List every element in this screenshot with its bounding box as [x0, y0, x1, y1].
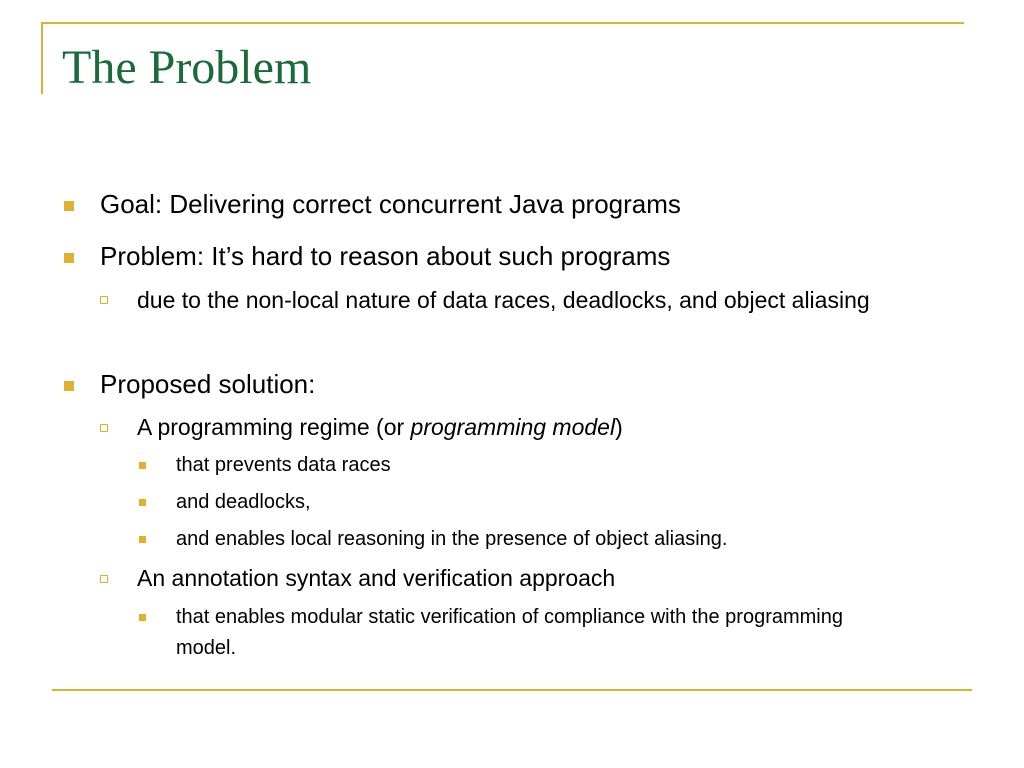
hollow-square-bullet-icon — [100, 296, 108, 304]
slide-title: The Problem — [62, 41, 312, 94]
hollow-square-bullet-icon — [100, 424, 108, 432]
square-bullet-icon — [64, 201, 74, 211]
square-bullet-icon — [64, 381, 74, 391]
small-square-bullet-icon — [139, 536, 146, 543]
regime-suffix: ) — [615, 414, 623, 440]
bullet-annotation-1-text: that enables modular static verification of compliance with the programming model. — [176, 606, 843, 659]
bullet-regime-2-text: and deadlocks, — [176, 491, 311, 513]
regime-prefix: A programming regime (or — [137, 414, 411, 440]
hollow-square-bullet-icon — [100, 575, 108, 583]
bullet-regime-1-text: that prevents data races — [176, 454, 391, 476]
bullet-problem-sub-text: due to the non-local nature of data races, deadlocks, and object aliasing — [137, 287, 870, 313]
bullet-problem-text: Problem: It’s hard to reason about such programs — [100, 241, 671, 271]
small-square-bullet-icon — [139, 462, 146, 469]
bullet-regime-3-text: and enables local reasoning in the presence of object aliasing. — [176, 528, 728, 550]
small-square-bullet-icon — [139, 499, 146, 506]
bullet-regime-text — [137, 411, 623, 444]
bullet-goal-text: Goal: Delivering correct concurrent Java programs — [100, 189, 681, 219]
small-square-bullet-icon — [139, 614, 146, 621]
bullet-annotation-text: An annotation syntax and verification approach — [137, 565, 616, 591]
square-bullet-icon — [64, 253, 74, 263]
bullet-proposed-text: Proposed solution: — [100, 369, 316, 399]
regime-italic: programming model — [410, 414, 616, 440]
